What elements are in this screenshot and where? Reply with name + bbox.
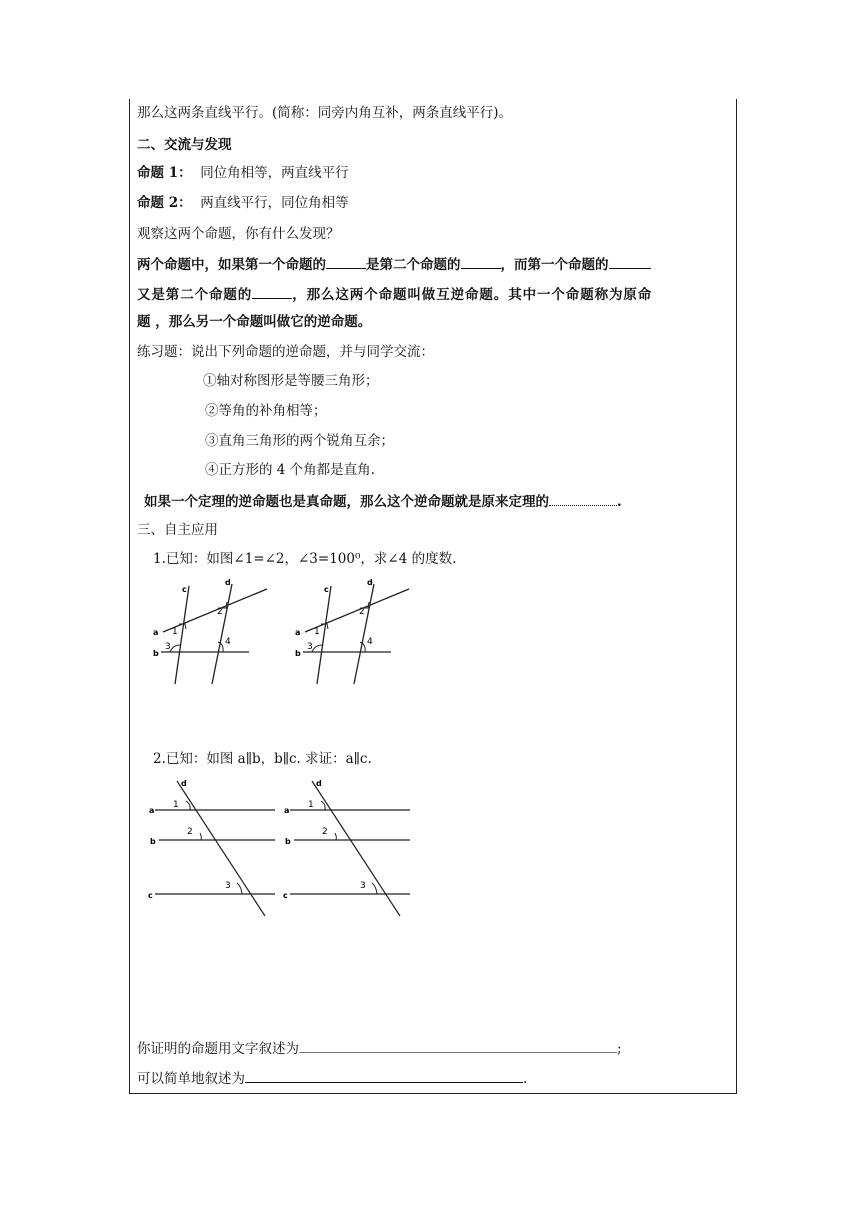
label-2: 2 [359, 607, 365, 617]
label-a: a [153, 628, 159, 637]
angle-mark-1 [186, 801, 190, 810]
angle-mark-3 [312, 645, 322, 652]
def-text: 又是第二个命题的 [137, 287, 253, 303]
text-line: 那么这两条直线平行。(简称：同旁内角互补，两条直线平行)。 [137, 105, 513, 121]
brief-end: . [523, 1071, 528, 1087]
angle-mark-2 [335, 833, 336, 840]
angle-mark-1 [321, 801, 325, 810]
label-1: 1 [172, 627, 178, 637]
label-b: b [150, 837, 156, 846]
theorem-text: 如果一个定理的逆命题也是真命题，那么这个逆命题就是原来定理的 [144, 494, 549, 510]
label-d: d [316, 779, 322, 788]
label-d: d [225, 578, 231, 587]
label-2: 2 [217, 607, 223, 617]
line-d [312, 781, 400, 916]
figure-2-copy [148, 779, 275, 916]
figure-1-copy [295, 578, 409, 684]
definition-line-1 [137, 254, 651, 274]
label-2: 2 [187, 827, 193, 837]
section2-heading: 二、交流与发现 [137, 137, 232, 153]
answer-blank[interactable] [549, 491, 617, 506]
label-3: 3 [307, 642, 313, 652]
angle-mark-3 [372, 883, 377, 894]
line-d [177, 781, 265, 916]
label-a: a [149, 806, 155, 815]
brief-label: 可以简单地叙述为 [137, 1071, 245, 1087]
def-text: ，而第一个命题的 [500, 257, 609, 273]
label-c: c [324, 585, 329, 594]
section3-heading: 三、自主应用 [137, 522, 218, 538]
prove-statement-line [137, 1038, 622, 1058]
theorem-end: . [617, 494, 622, 510]
theorem-line [144, 491, 622, 511]
question-2: 2.已知：如图 a∥b，b∥c. 求证：a∥c. [153, 751, 372, 767]
figure-2 [145, 775, 420, 920]
answer-blank[interactable] [252, 284, 292, 299]
exercise-item: ③直角三角形的两个锐角互余； [205, 433, 394, 449]
def-text: ，那么这两个命题叫做互逆命题。其中一个命题称为原命 [292, 287, 653, 303]
brief-statement-line [137, 1068, 527, 1088]
line-a [163, 589, 267, 632]
exercise-item: ①轴对称图形是等腰三角形； [203, 373, 379, 389]
angle-mark-3 [170, 645, 180, 652]
prove-blank[interactable] [299, 1038, 617, 1053]
label-1: 1 [308, 800, 314, 810]
label-4: 4 [367, 637, 373, 647]
angle-mark-2 [200, 833, 201, 840]
prop2-text: 两直线平行，同位角相等 [200, 195, 349, 211]
label-1: 1 [314, 627, 320, 637]
answer-blank[interactable] [461, 254, 501, 269]
proposition-1 [137, 164, 349, 182]
question-1: 1.已知：如图∠1=∠2，∠3=100⁰，求∠4 的度数. [153, 551, 457, 567]
definition-line-2 [137, 284, 652, 304]
label-b: b [295, 649, 301, 658]
label-d: d [367, 578, 373, 587]
definition-line-3: 题 ，那么另一个命题叫做它的逆命题。 [137, 314, 372, 330]
label-3: 3 [225, 881, 231, 891]
label-d: d [181, 779, 187, 788]
label-c: c [148, 891, 153, 900]
label-4: 4 [225, 637, 231, 647]
exercise-intro: 练习题：说出下列命题的逆命题，并与同学交流： [137, 344, 434, 360]
prop2-label: 命题 2： [137, 195, 192, 211]
figure-2-copy [283, 779, 410, 916]
label-2: 2 [322, 827, 328, 837]
line-d [354, 584, 374, 684]
proposition-2 [137, 194, 349, 212]
label-3: 3 [165, 642, 171, 652]
prop1-label: 命题 1： [137, 165, 192, 181]
angle-mark-3 [237, 883, 242, 894]
label-1: 1 [173, 800, 179, 810]
def-text: 是第二个命题的 [366, 257, 461, 273]
figure-1-copy [153, 578, 267, 684]
observe-question: 观察这两个命题，你有什么发现？ [137, 226, 340, 242]
line-d [212, 584, 232, 684]
label-a: a [295, 628, 301, 637]
answer-blank[interactable] [326, 254, 366, 269]
line-a [305, 589, 409, 632]
label-b: b [285, 837, 291, 846]
prove-end: ; [617, 1041, 622, 1057]
exercise-item: ④正方形的 4 个角都是直角. [205, 462, 375, 478]
label-c: c [283, 891, 288, 900]
def-text: 两个命题中，如果第一个命题的 [137, 257, 326, 273]
label-3: 3 [360, 881, 366, 891]
figure-1 [145, 572, 435, 690]
section1-line [137, 104, 512, 122]
label-c: c [182, 585, 187, 594]
label-a: a [284, 806, 290, 815]
prove-label: 你证明的命题用文字叙述为 [137, 1041, 299, 1057]
answer-blank[interactable] [609, 254, 651, 269]
prop1-text: 同位角相等，两直线平行 [200, 165, 349, 181]
brief-blank[interactable] [245, 1068, 523, 1083]
label-b: b [153, 649, 159, 658]
exercise-item: ②等角的补角相等； [205, 403, 327, 419]
